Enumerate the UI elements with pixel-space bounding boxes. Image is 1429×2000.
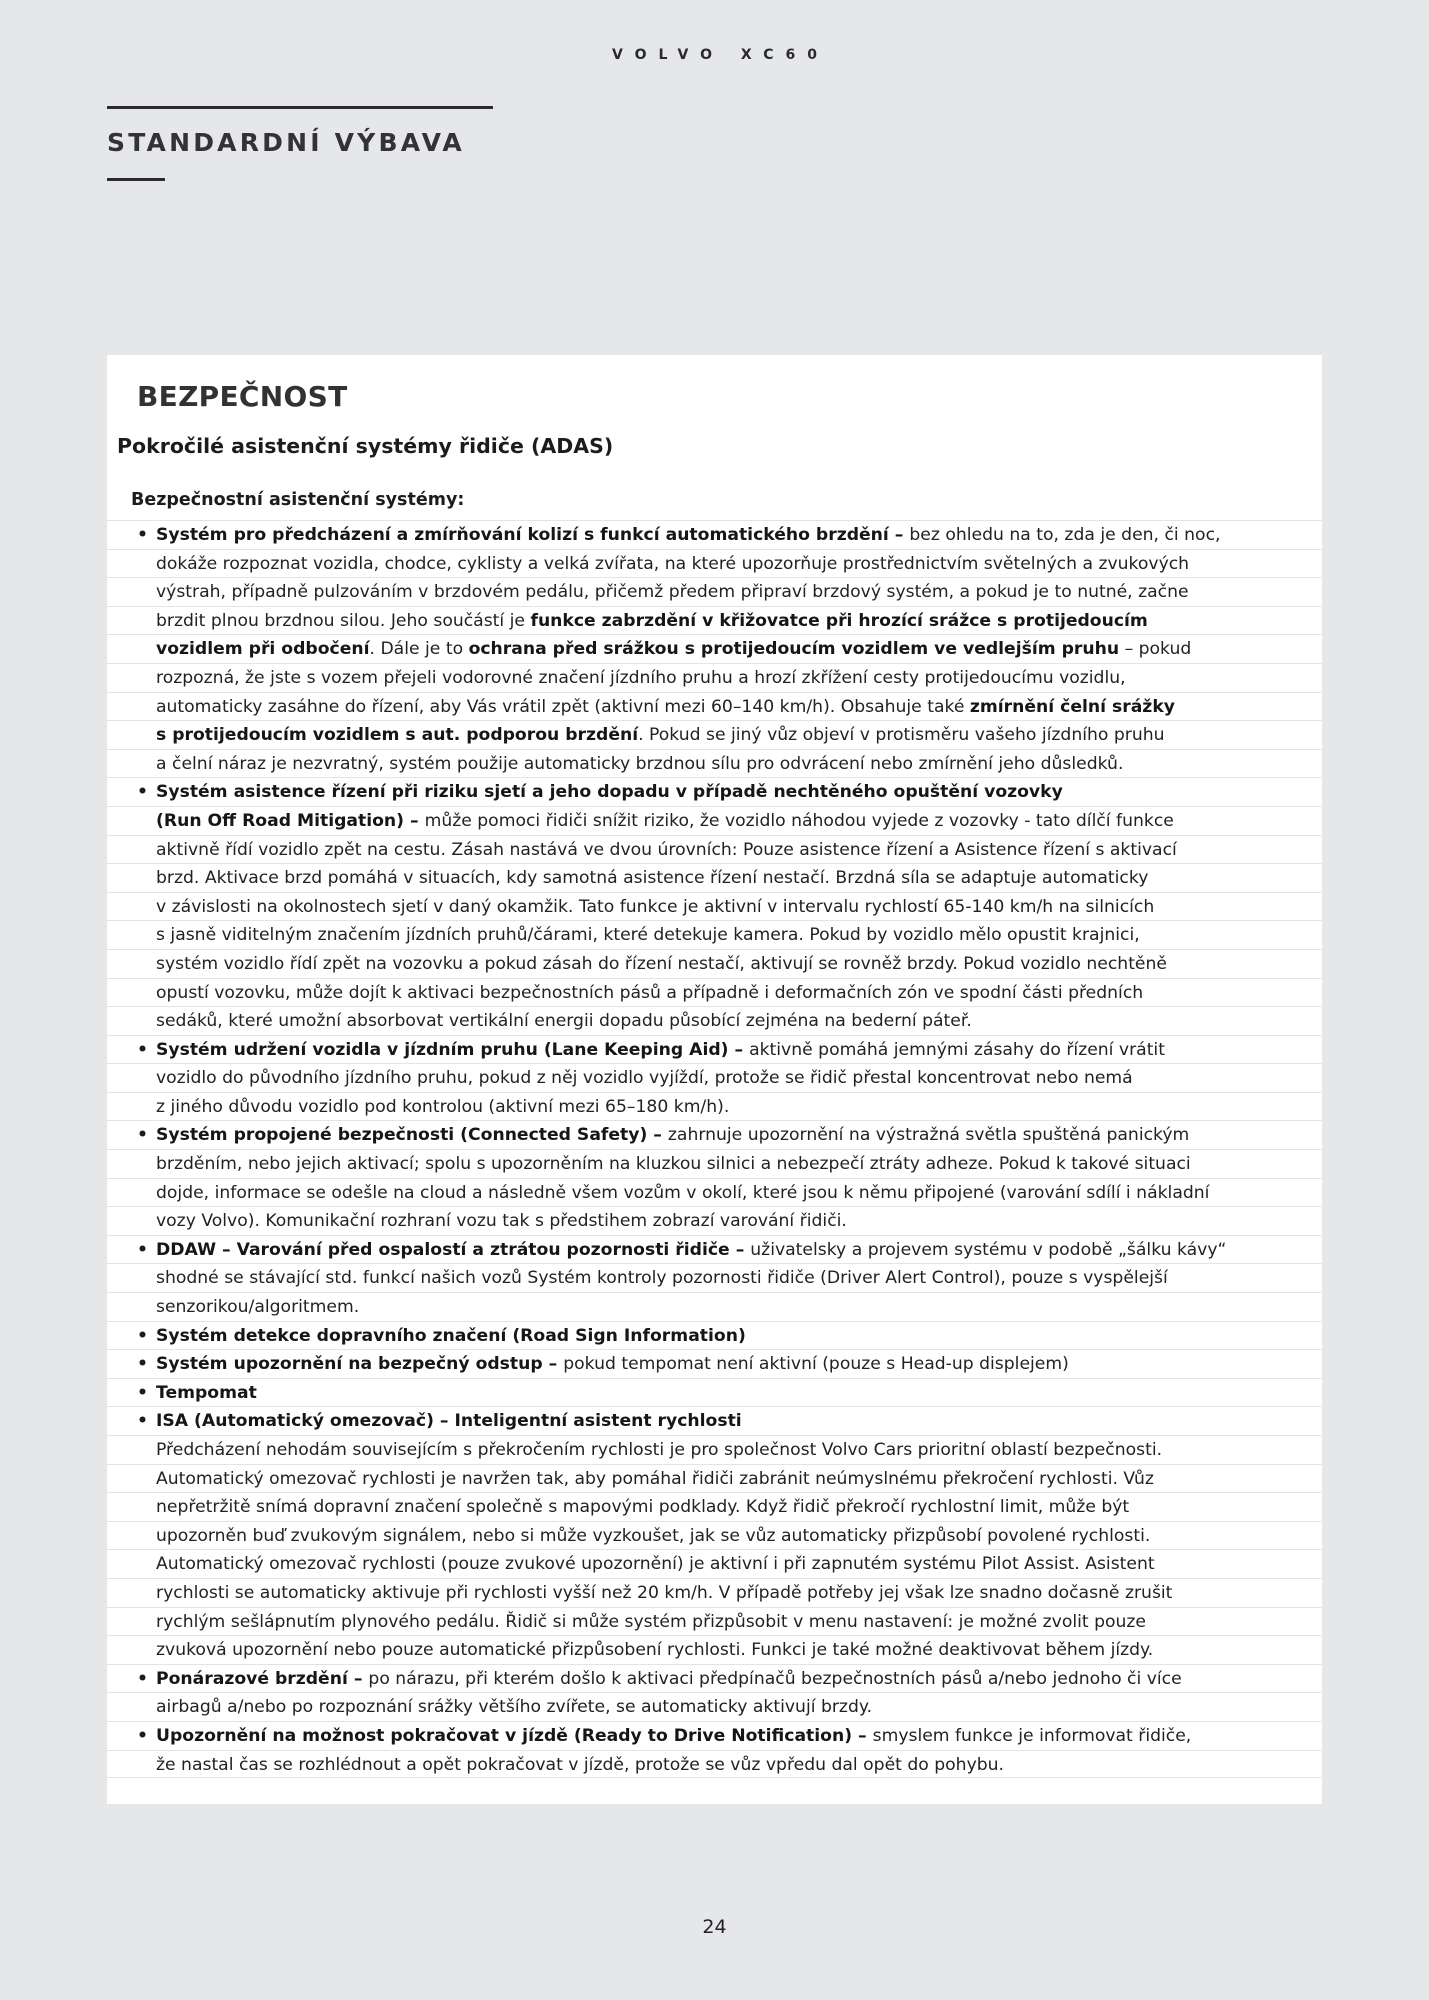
feature-text: pokud tempomat není aktivní (pouze s Head-up displejem) [563, 1354, 1069, 1375]
feature-text: – pokud [1119, 639, 1192, 660]
list-item-continuation [107, 1521, 1322, 1550]
feature-text: že nastal čas se rozhlédnout a opět pokračovat v jízdě, protože se vůz vpředu dal opět do pohybu. [156, 1754, 1005, 1775]
list-heading: Bezpečnostní asistenční systémy: [131, 490, 465, 510]
bullet-icon: • [137, 1668, 148, 1689]
feature-text: brzd. Aktivace brzd pomáhá v situacích, kdy samotná asistence řízení nestačí. Brzdná síla se adaptuje automaticky [156, 868, 1149, 889]
feature-text: uživatelsky a projevem systému v podobě „šálku kávy“ [750, 1239, 1227, 1260]
feature-name: s protijedoucím vozidlem s aut. podporou brzdění [156, 725, 639, 746]
list-item-continuation [107, 1549, 1322, 1578]
feature-text: systém vozidlo řídí zpět na vozovku a pokud zásah do řízení nestačí, aktivují se rovněž brzdy. Pokud vozidlo nechtěně [156, 953, 1167, 974]
feature-name: Ponárazové brzdění – [156, 1668, 369, 1689]
page-number: 24 [702, 1916, 727, 1938]
feature-text: smyslem funkce je informovat řidiče, [872, 1725, 1192, 1746]
list-item-continuation [107, 835, 1322, 864]
feature-text: . Pokud se jiný vůz objeví v protisměru vašeho jízdního pruhu [638, 725, 1165, 746]
list-item [107, 1406, 1322, 1435]
feature-name: Systém udržení vozidla v jízdním pruhu (Lane Keeping Aid) – [156, 1039, 750, 1060]
feature-text: zahrnuje upozornění na výstražná světla spuštěná panickým [667, 1125, 1190, 1146]
bullet-icon: • [137, 1725, 148, 1746]
list-item-continuation [107, 1206, 1322, 1235]
feature-name: vozidlem při odbočení [156, 639, 370, 660]
feature-text: senzorikou/algoritmem. [156, 1297, 360, 1318]
list-item [107, 520, 1322, 549]
list-item-continuation [107, 663, 1322, 692]
list-item [107, 1721, 1322, 1750]
list-item-continuation [107, 1464, 1322, 1493]
list-item-continuation [107, 1492, 1322, 1521]
feature-name: ISA (Automatický omezovač) – Inteligentní asistent rychlosti [156, 1411, 742, 1432]
list-item [107, 1235, 1322, 1264]
list-item-continuation [107, 1178, 1322, 1207]
list-item [107, 1321, 1322, 1350]
feature-text: rychlosti se automaticky aktivuje při rychlosti vyšší než 20 km/h. V případě potřeby jej však lze snadno dočasně zrušit [156, 1582, 1173, 1603]
feature-name: ochrana před srážkou s protijedoucím vozidlem ve vedlejším pruhu [468, 639, 1120, 660]
brand-header: VOLVO XC60 [612, 47, 829, 63]
feature-name: funkce zabrzdění v křižovatce při hrozící srážce s protijedoucím [530, 610, 1148, 631]
feature-text: opustí vozovku, může dojít k aktivaci bezpečnostních pásů a případně i deformačních zón ve spodní části předních [156, 982, 1144, 1003]
feature-text: dokáže rozpoznat vozidla, chodce, cyklisty a velká zvířata, na které upozorňuje prostřednictvím světelných a zvukových [156, 553, 1190, 574]
list-item [107, 1664, 1322, 1693]
list-item-continuation [107, 1063, 1322, 1092]
feature-text: brzdit plnou brzdnou silou. Jeho součástí je [156, 610, 531, 631]
list-item-continuation [107, 1692, 1322, 1721]
bullet-icon: • [137, 1411, 148, 1432]
list-item-continuation [107, 1292, 1322, 1321]
list-item-continuation [107, 634, 1322, 663]
content-panel [107, 355, 1322, 1804]
feature-text: rozpozná, že jste s vozem přejeli vodorovné značení jízdního pruhu a hrozí zkřížení cesty protijedoucímu vozidlu, [156, 667, 1126, 688]
feature-text: bez ohledu na to, zda je den, či noc, [909, 525, 1221, 545]
list-item-continuation [107, 1635, 1322, 1664]
list-item-continuation [107, 1578, 1322, 1607]
feature-text: brzděním, nebo jejich aktivací; spolu s upozorněním na kluzkou silnici a nebezpečí ztráty adheze. Pokud k takové situaci [156, 1154, 1191, 1175]
bullet-icon: • [137, 782, 148, 803]
feature-text: airbagů a/nebo po rozpoznání srážky většího zvířete, se automaticky aktivují brzdy. [156, 1697, 873, 1718]
header-rule-long [107, 106, 493, 109]
list-item-continuation [107, 1149, 1322, 1178]
feature-text: může pomoci řidiči snížit riziko, že vozidlo náhodou vyjede z vozovky - tato dílčí funkce [424, 810, 1174, 831]
feature-text: po nárazu, při kterém došlo k aktivaci předpínačů bezpečnostních pásů a/nebo jednoho či více [368, 1668, 1182, 1689]
feature-name: Systém upozornění na bezpečný odstup – [156, 1354, 564, 1375]
section-title: STANDARDNÍ VÝBAVA [107, 128, 465, 157]
list-item-continuation [107, 606, 1322, 635]
feature-name: Systém detekce dopravního značení (Road Sign Information) [156, 1325, 746, 1346]
bullet-icon: • [137, 1125, 148, 1146]
list-item-continuation [107, 949, 1322, 978]
list-item-continuation [107, 978, 1322, 1007]
list-item-continuation [107, 863, 1322, 892]
feature-text: . Dále je to [369, 639, 469, 660]
feature-text: Automatický omezovač rychlosti je navržen tak, aby pomáhal řidiči zabránit neúmyslnému překročení rychlosti. Vůz [156, 1468, 1154, 1489]
feature-text: Automatický omezovač rychlosti (pouze zvukové upozornění) je aktivní i při zapnutém systému Pilot Assist. Asistent [156, 1554, 1155, 1575]
feature-text: a čelní náraz je nezvratný, systém použije automaticky brzdnou sílu pro odvrácení nebo zmírnění jeho důsledků. [156, 753, 1124, 774]
feature-name: (Run Off Road Mitigation) – [156, 810, 425, 831]
list-item-continuation [107, 1750, 1322, 1779]
feature-text: výstrah, případně pulzováním v brzdovém pedálu, přičemž předem připraví brzdový systém, a pokud je to nutné, začne [156, 582, 1189, 603]
feature-text: automaticky zasáhne do řízení, aby Vás vrátil zpět (aktivní mezi 60–140 km/h). Obsahuje také [156, 696, 970, 717]
list-item-continuation [107, 1092, 1322, 1121]
feature-text: v závislosti na okolnostech sjetí v daný okamžik. Tato funkce je aktivní v intervalu rychlostí 65-140 km/h na silnicích [156, 896, 1155, 917]
panel-heading: BEZPEČNOST [137, 380, 348, 413]
bullet-icon: • [137, 1354, 148, 1375]
feature-name: Systém pro předcházení a zmírňování kolizí s funkcí automatického brzdění – [156, 525, 910, 545]
list-item-continuation [107, 892, 1322, 921]
feature-text: vozidlo do původního jízdního pruhu, pokud z něj vozidlo vyjíždí, protože se řidič přestal koncentrovat nebo nemá [156, 1068, 1133, 1089]
feature-text: vozy Volvo). Komunikační rozhraní vozu tak s předstihem zobrazí varování řidiči. [156, 1211, 847, 1232]
feature-text: sedáků, které umožní absorbovat vertikální energii dopadu působící zejména na bederní páteř. [156, 1011, 972, 1032]
list-item-continuation [107, 1435, 1322, 1464]
feature-text: z jiného důvodu vozidlo pod kontrolou (aktivní mezi 65–180 km/h). [156, 1096, 730, 1117]
feature-text: rychlým sešlápnutím plynového pedálu. Řidič si může systém přizpůsobit v menu nastavení: je možné zvolit pouze [156, 1611, 1147, 1632]
feature-text: s jasně viditelným značením jízdních pruhů/čárami, které detekuje kamera. Pokud by vozidlo mělo opustit krajnici, [156, 925, 1140, 946]
feature-text: aktivně pomáhá jemnými zásahy do řízení vrátit [749, 1039, 1165, 1060]
list-item-continuation [107, 1607, 1322, 1636]
list-item [107, 1378, 1322, 1407]
feature-name: Upozornění na možnost pokračovat v jízdě (Ready to Drive Notification) – [156, 1725, 873, 1746]
bullet-icon: • [137, 1382, 148, 1403]
bullet-icon: • [137, 1239, 148, 1260]
panel-subheading: Pokročilé asistenční systémy řidiče (ADAS) [117, 434, 614, 458]
bullet-icon: • [137, 525, 148, 545]
list-item-continuation [107, 577, 1322, 606]
feature-text: dojde, informace se odešle na cloud a následně všem vozům v okolí, které jsou k němu připojené (varování sdílí i nákladní [156, 1182, 1210, 1203]
list-item [107, 777, 1322, 806]
feature-list [107, 520, 1322, 1778]
list-item-continuation [107, 749, 1322, 778]
list-item-continuation [107, 806, 1322, 835]
bullet-icon: • [137, 1325, 148, 1346]
feature-name: DDAW – Varování před ospalostí a ztrátou pozornosti řidiče – [156, 1239, 751, 1260]
bullet-icon: • [137, 1039, 148, 1060]
header-rule-short [107, 178, 165, 181]
list-item-continuation [107, 1006, 1322, 1035]
list-item-continuation [107, 1263, 1322, 1292]
list-item [107, 1120, 1322, 1149]
feature-name: Systém asistence řízení při riziku sjetí a jeho dopadu v případě nechtěného opuštění vozovky [156, 782, 1063, 803]
feature-name: Tempomat [156, 1382, 257, 1403]
feature-name: zmírnění čelní srážky [969, 696, 1175, 717]
list-item [107, 1349, 1322, 1378]
feature-text: Předcházení nehodám souvisejícím s překročením rychlosti je pro společnost Volvo Cars prioritní oblastí bezpečnosti. [156, 1440, 1163, 1460]
list-item-continuation [107, 720, 1322, 749]
feature-text: zvuková upozornění nebo pouze automatické přizpůsobení rychlosti. Funkci je také možné deaktivovat během jízdy. [156, 1640, 1154, 1661]
list-item [107, 1035, 1322, 1064]
feature-text: nepřetržitě snímá dopravní značení společně s mapovými podklady. Když řidič překročí rychlostní limit, může být [156, 1497, 1130, 1518]
list-item-continuation [107, 920, 1322, 949]
feature-text: upozorněn buď zvukovým signálem, nebo si může vyzkoušet, jak se vůz automaticky přizpůsobí povolené rychlosti. [156, 1525, 1151, 1546]
feature-name: Systém propojené bezpečnosti (Connected Safety) – [156, 1125, 668, 1146]
feature-text: shodné se stávající std. funkcí našich vozů Systém kontroly pozornosti řidiče (Driver Alert Control), pouze s vyspělejší [156, 1268, 1168, 1289]
list-item-continuation [107, 692, 1322, 721]
list-item-continuation [107, 549, 1322, 578]
feature-text: aktivně řídí vozidlo zpět na cestu. Zásah nastává ve dvou úrovních: Pouze asistence řízení a Asistence řízení s aktivací [156, 839, 1177, 860]
